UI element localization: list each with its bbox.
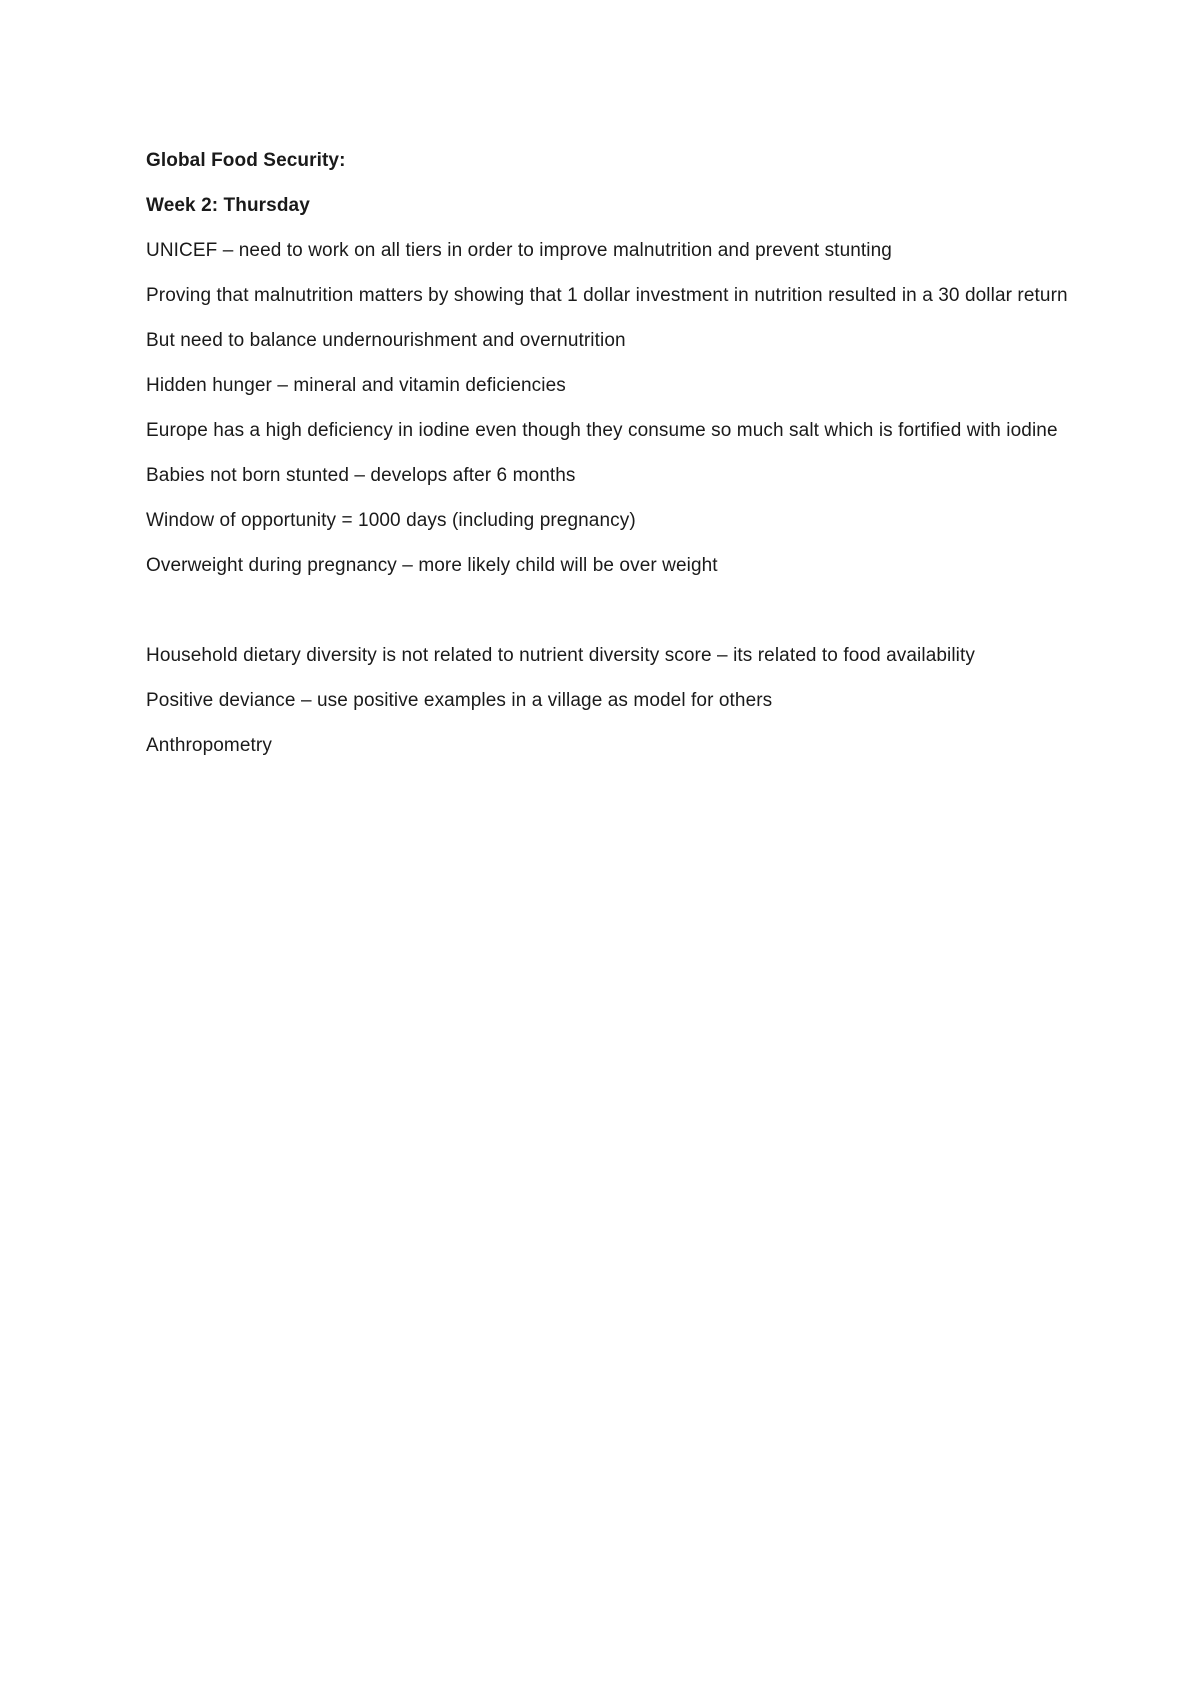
note-paragraph: UNICEF – need to work on all tiers in order to improve malnutrition and prevent stunting xyxy=(146,240,892,261)
note-paragraph: Proving that malnutrition matters by showing that 1 dollar investment in nutrition resulted in a 30 dollar return xyxy=(146,285,1068,306)
document-body xyxy=(146,146,1076,776)
document-subtitle: Week 2: Thursday xyxy=(146,195,310,216)
note-paragraph: Household dietary diversity is not related to nutrient diversity score – its related to food availability xyxy=(146,645,975,666)
note-paragraph: Anthropometry xyxy=(146,735,272,756)
document-title: Global Food Security: xyxy=(146,150,346,171)
note-paragraph: Babies not born stunted – develops after 6 months xyxy=(146,465,576,486)
note-paragraph: Europe has a high deficiency in iodine even though they consume so much salt which is fortified with iodine xyxy=(146,420,1058,441)
note-paragraph: But need to balance undernourishment and overnutrition xyxy=(146,330,626,351)
note-paragraph: Hidden hunger – mineral and vitamin deficiencies xyxy=(146,375,566,396)
note-paragraph: Positive deviance – use positive examples in a village as model for others xyxy=(146,690,773,711)
note-paragraph: Window of opportunity = 1000 days (including pregnancy) xyxy=(146,510,636,531)
note-paragraph: Overweight during pregnancy – more likely child will be over weight xyxy=(146,555,718,576)
blank-line xyxy=(146,596,1076,625)
